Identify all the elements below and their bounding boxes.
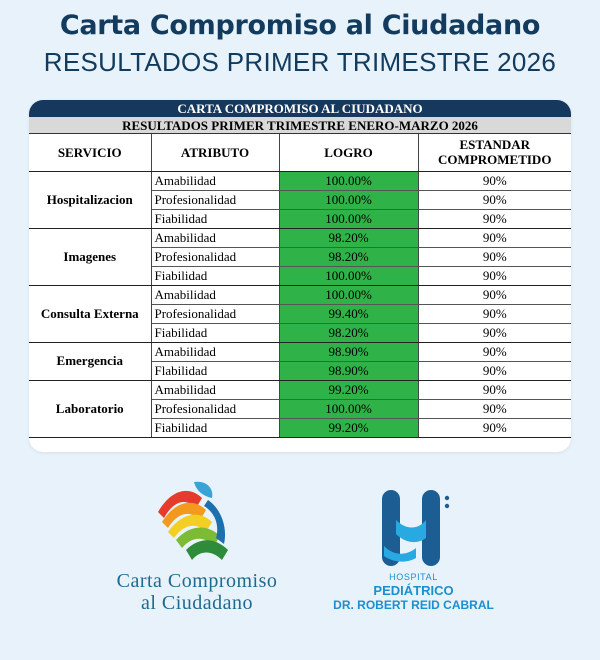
atributo-cell: Fiabilidad [151, 323, 279, 342]
service-name-cell: Emergencia [29, 342, 151, 380]
estandar-cell: 90% [418, 361, 571, 380]
logro-cell: 99.20% [279, 418, 418, 437]
col-estandar-header [418, 134, 571, 171]
table-row [29, 171, 571, 190]
table-row [29, 380, 571, 399]
estandar-cell: 90% [418, 190, 571, 209]
atributo-cell: Amabilidad [151, 285, 279, 304]
carta-logo-line2: al Ciudadano [140, 592, 254, 614]
page-title: Carta Compromiso al Ciudadano [59, 10, 541, 41]
logro-cell: 98.90% [279, 361, 418, 380]
estandar-cell: 90% [418, 342, 571, 361]
estandar-cell: 90% [418, 418, 571, 437]
logro-cell: 99.20% [279, 380, 418, 399]
service-name-cell: Imagenes [29, 228, 151, 285]
logro-cell: 98.90% [279, 342, 418, 361]
col-logro-header: LOGRO [279, 134, 418, 171]
service-name-cell: Consulta Externa [29, 285, 151, 342]
estandar-cell: 90% [418, 304, 571, 323]
comprometido-label: COMPROMETIDO [438, 152, 552, 168]
estandar-cell: 90% [418, 323, 571, 342]
service-name-cell: Laboratorio [29, 380, 151, 437]
col-servicio-header: SERVICIO [29, 134, 151, 171]
atributo-cell: Profesionalidad [151, 399, 279, 418]
logro-cell: 100.00% [279, 285, 418, 304]
hospital-name-line1: PEDIÁTRICO [373, 583, 454, 598]
table-subtitle-bar: RESULTADOS PRIMER TRIMESTRE ENERO-MARZO 2026 [29, 117, 571, 134]
carta-emblem-icon [150, 478, 244, 570]
logro-cell: 98.20% [279, 323, 418, 342]
logro-cell: 98.20% [279, 247, 418, 266]
atributo-cell: Profesionalidad [151, 190, 279, 209]
atributo-cell: Amabilidad [151, 380, 279, 399]
logro-cell: 99.40% [279, 304, 418, 323]
estandar-cell: 90% [418, 399, 571, 418]
table-row [29, 228, 571, 247]
col-atributo-header: ATRIBUTO [151, 134, 279, 171]
atributo-cell: Fiabilidad [151, 209, 279, 228]
atributo-cell: Profesionalidad [151, 304, 279, 323]
carta-compromiso-logo [92, 470, 302, 620]
logro-cell: 100.00% [279, 266, 418, 285]
atributo-cell: Fiabilidad [151, 266, 279, 285]
estandar-cell: 90% [418, 209, 571, 228]
results-table [29, 134, 571, 438]
carta-logo-line1: Carta Compromiso [116, 570, 278, 592]
logro-cell: 100.00% [279, 399, 418, 418]
estandar-cell: 90% [418, 171, 571, 190]
table-header-row [29, 134, 571, 171]
estandar-cell: 90% [418, 228, 571, 247]
page-subtitle: RESULTADOS PRIMER TRIMESTRE 2026 [43, 47, 557, 77]
atributo-cell: Amabilidad [151, 342, 279, 361]
atributo-cell: Flabilidad [151, 361, 279, 380]
estandar-cell: 90% [418, 380, 571, 399]
logro-cell: 100.00% [279, 171, 418, 190]
logro-cell: 100.00% [279, 209, 418, 228]
hospital-label: HOSPITAL [389, 572, 438, 582]
logro-cell: 98.20% [279, 228, 418, 247]
service-name-cell: Hospitalizacion [29, 171, 151, 228]
atributo-cell: Profesionalidad [151, 247, 279, 266]
table-body [29, 171, 571, 437]
results-card [29, 100, 571, 452]
table-row [29, 285, 571, 304]
estandar-label: ESTANDAR [459, 137, 531, 153]
table-row [29, 342, 571, 361]
logro-cell: 100.00% [279, 190, 418, 209]
estandar-cell: 90% [418, 266, 571, 285]
estandar-cell: 90% [418, 285, 571, 304]
table-title-bar: CARTA COMPROMISO AL CIUDADANO [29, 100, 571, 117]
atributo-cell: Amabilidad [151, 171, 279, 190]
hospital-name-line2: DR. ROBERT REID CABRAL [333, 598, 494, 612]
atributo-cell: Fiabilidad [151, 418, 279, 437]
estandar-cell: 90% [418, 247, 571, 266]
hospital-h-icon [376, 486, 452, 570]
atributo-cell: Amabilidad [151, 228, 279, 247]
hospital-logo [326, 480, 501, 620]
